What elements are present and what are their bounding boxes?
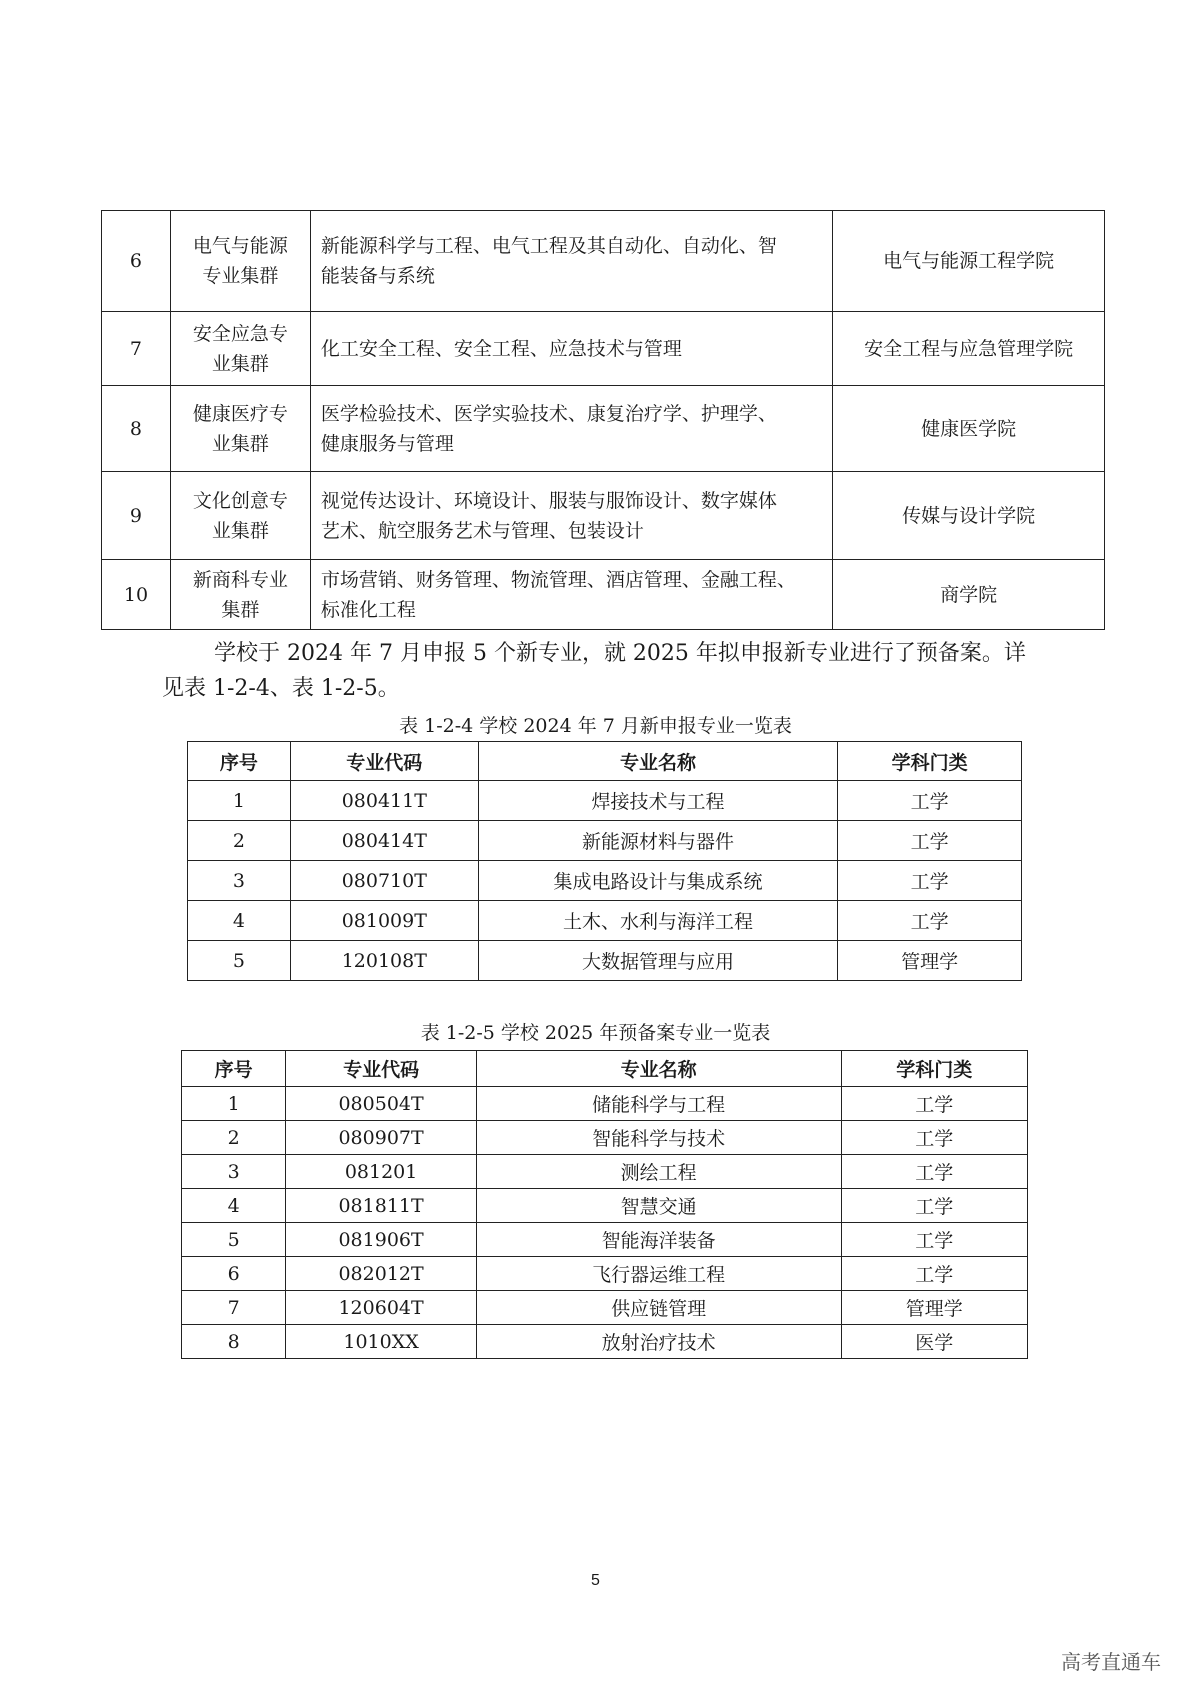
table-row: [188, 781, 1022, 821]
cell-major: 土木、水利与海洋工程: [478, 901, 838, 941]
cluster-college: 健康医学院: [833, 386, 1105, 472]
cell-code: 080907T: [286, 1121, 476, 1155]
cell-category: 工学: [841, 1223, 1027, 1257]
cluster-college: 安全工程与应急管理学院: [833, 312, 1105, 386]
table-row: [188, 941, 1022, 981]
cell-no: 3: [188, 861, 291, 901]
cell-code: 120604T: [286, 1291, 476, 1325]
cell-no: 7: [182, 1291, 286, 1325]
table-row: [188, 901, 1022, 941]
table-row: [102, 386, 1105, 472]
cluster-no: 6: [102, 211, 171, 312]
cell-category: 工学: [838, 821, 1022, 861]
header-category: 学科门类: [838, 742, 1022, 781]
cell-category: 工学: [838, 781, 1022, 821]
header-no: 序号: [188, 742, 291, 781]
page-number: 5: [591, 1572, 600, 1589]
cluster-name: 文化创意专 业集群: [170, 472, 310, 560]
cell-major: 新能源材料与器件: [478, 821, 838, 861]
cell-no: 4: [188, 901, 291, 941]
cluster-majors: 市场营销、财务管理、物流管理、酒店管理、金融工程、 标准化工程: [310, 560, 832, 630]
cell-category: 管理学: [838, 941, 1022, 981]
cluster-name: 电气与能源 专业集群: [170, 211, 310, 312]
cell-code: 120108T: [290, 941, 478, 981]
cell-code: 1010XX: [286, 1325, 476, 1359]
cell-major: 测绘工程: [476, 1155, 841, 1189]
cell-category: 管理学: [841, 1291, 1027, 1325]
header-major: 专业名称: [478, 742, 838, 781]
cell-category: 工学: [841, 1121, 1027, 1155]
cell-major: 供应链管理: [476, 1291, 841, 1325]
cluster-name: 新商科专业 集群: [170, 560, 310, 630]
table-row: [182, 1189, 1028, 1223]
table-row: [182, 1325, 1028, 1359]
cluster-college: 商学院: [833, 560, 1105, 630]
cluster-majors: 化工安全工程、安全工程、应急技术与管理: [310, 312, 832, 386]
cell-code: 080710T: [290, 861, 478, 901]
cell-code: 081009T: [290, 901, 478, 941]
cell-major: 智能海洋装备: [476, 1223, 841, 1257]
cell-no: 6: [182, 1257, 286, 1291]
cell-major: 放射治疗技术: [476, 1325, 841, 1359]
table-header-row: [188, 742, 1022, 781]
cell-code: 081906T: [286, 1223, 476, 1257]
cell-category: 工学: [841, 1189, 1027, 1223]
body-paragraph-line2: 见表 1-2-4、表 1-2-5。: [162, 676, 400, 701]
cell-no: 2: [188, 821, 291, 861]
cell-code: 080414T: [290, 821, 478, 861]
table-row: [102, 560, 1105, 630]
header-category: 学科门类: [841, 1051, 1027, 1087]
cell-major: 储能科学与工程: [476, 1087, 841, 1121]
cluster-majors: 医学检验技术、医学实验技术、康复治疗学、护理学、 健康服务与管理: [310, 386, 832, 472]
cell-no: 5: [188, 941, 291, 981]
table-124: [187, 741, 1022, 981]
cell-no: 4: [182, 1189, 286, 1223]
table-row: [182, 1155, 1028, 1189]
header-code: 专业代码: [290, 742, 478, 781]
cell-no: 3: [182, 1155, 286, 1189]
table-row: [102, 472, 1105, 560]
cluster-college: 电气与能源工程学院: [833, 211, 1105, 312]
cluster-name: 安全应急专 业集群: [170, 312, 310, 386]
cell-no: 8: [182, 1325, 286, 1359]
cell-no: 1: [182, 1087, 286, 1121]
cell-code: 080411T: [290, 781, 478, 821]
table-row: [188, 821, 1022, 861]
cell-category: 工学: [841, 1257, 1027, 1291]
cell-category: 工学: [841, 1087, 1027, 1121]
table-row: [182, 1223, 1028, 1257]
cluster-no: 7: [102, 312, 171, 386]
body-paragraph-line1: 学校于 2024 年 7 月申报 5 个新专业，就 2025 年拟申报新专业进行了预备案。详: [214, 641, 1026, 666]
cell-no: 5: [182, 1223, 286, 1257]
table-row: [182, 1291, 1028, 1325]
cluster-majors: 视觉传达设计、环境设计、服装与服饰设计、数字媒体 艺术、航空服务艺术与管理、包装设计: [310, 472, 832, 560]
cell-category: 医学: [841, 1325, 1027, 1359]
cell-code: 081201: [286, 1155, 476, 1189]
table-row: [182, 1257, 1028, 1291]
table-125-caption: 表 1-2-5 学校 2025 年预备案专业一览表: [420, 1022, 771, 1044]
cluster-table: [101, 210, 1105, 630]
table-row: [102, 211, 1105, 312]
cell-category: 工学: [838, 901, 1022, 941]
header-code: 专业代码: [286, 1051, 476, 1087]
table-row: [188, 861, 1022, 901]
table-row: [102, 312, 1105, 386]
cell-major: 智慧交通: [476, 1189, 841, 1223]
cluster-no: 8: [102, 386, 171, 472]
cell-major: 焊接技术与工程: [478, 781, 838, 821]
cell-category: 工学: [838, 861, 1022, 901]
cluster-no: 9: [102, 472, 171, 560]
cell-code: 080504T: [286, 1087, 476, 1121]
cluster-name: 健康医疗专 业集群: [170, 386, 310, 472]
cluster-no: 10: [102, 560, 171, 630]
table-124-caption: 表 1-2-4 学校 2024 年 7 月新申报专业一览表: [399, 715, 792, 737]
header-no: 序号: [182, 1051, 286, 1087]
cell-code: 081811T: [286, 1189, 476, 1223]
cell-no: 2: [182, 1121, 286, 1155]
cell-code: 082012T: [286, 1257, 476, 1291]
cell-major: 飞行器运维工程: [476, 1257, 841, 1291]
header-major: 专业名称: [476, 1051, 841, 1087]
cell-major: 集成电路设计与集成系统: [478, 861, 838, 901]
watermark-text: 高考直通车: [1061, 1650, 1161, 1674]
table-row: [182, 1121, 1028, 1155]
cell-no: 1: [188, 781, 291, 821]
cell-category: 工学: [841, 1155, 1027, 1189]
table-125: [181, 1050, 1028, 1359]
table-row: [182, 1087, 1028, 1121]
table-header-row: [182, 1051, 1028, 1087]
cell-major: 智能科学与技术: [476, 1121, 841, 1155]
cluster-majors: 新能源科学与工程、电气工程及其自动化、自动化、智 能装备与系统: [310, 211, 832, 312]
cell-major: 大数据管理与应用: [478, 941, 838, 981]
cluster-college: 传媒与设计学院: [833, 472, 1105, 560]
